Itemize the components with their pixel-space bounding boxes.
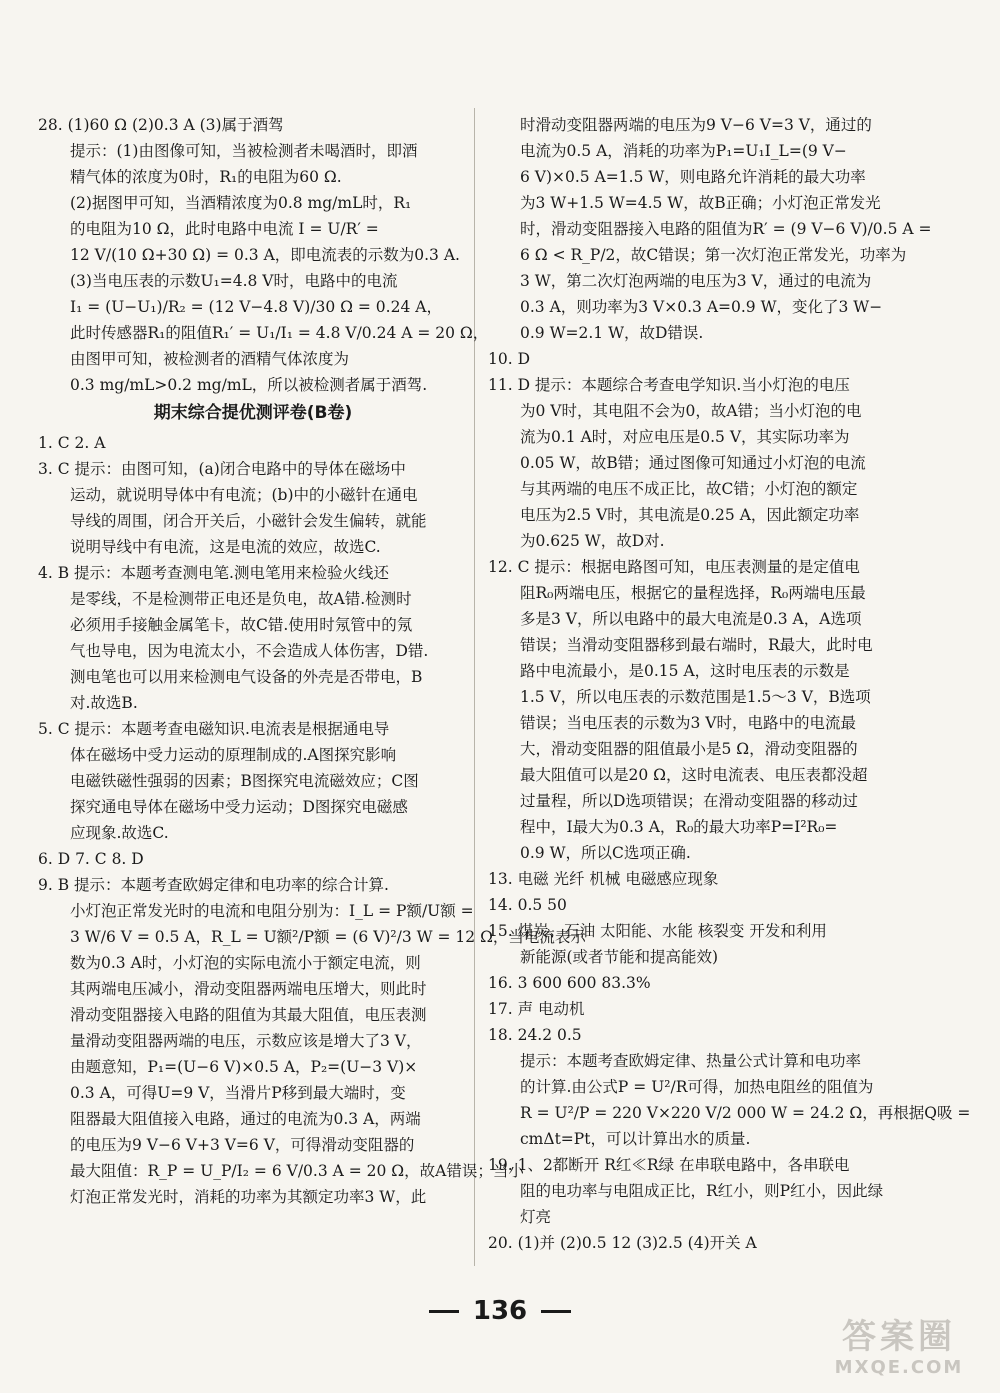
column-divider — [474, 108, 475, 1266]
text-line: 10. D — [488, 350, 531, 368]
section-title: 期末综合提优测评卷(B卷) — [153, 403, 353, 423]
text-line: 灯泡正常发光时，消耗的功率为其额定功率3 W，此 — [70, 1188, 427, 1206]
text-line: 3 W/6 V = 0.5 A，R_L = U额²/P额 = (6 V)²/3 W = 12 Ω，当电流表示 — [70, 928, 586, 946]
text-line: 错误；当滑动变阻器移到最右端时，R最大，此时电 — [520, 636, 873, 654]
text-line: 运动，就说明导体中有电流；(b)中的小磁针在通电 — [70, 486, 418, 504]
text-line: 新能源(或者节能和提高能效) — [520, 948, 719, 966]
text-line: 量滑动变阻器两端的电压，示数应该是增大了3 V， — [70, 1032, 422, 1050]
text-line: 9. B 提示：本题考查欧姆定律和电功率的综合计算. — [38, 876, 389, 894]
text-line: 对.故选B. — [70, 694, 138, 712]
text-line: 错误；当电压表的示数为3 V时，电路中的电流最 — [520, 714, 856, 732]
text-line: 12 V/(10 Ω+30 Ω) = 0.3 A，即电流表的示数为0.3 A. — [70, 246, 460, 264]
text-line: 为3 W+1.5 W=4.5 W，故B正确；小灯泡正常发光 — [520, 194, 881, 212]
text-line: 过量程，所以D选项错误；在滑动变阻器的移动过 — [520, 792, 858, 810]
right-column — [488, 112, 971, 1256]
text-line: 小灯泡正常发光时的电流和电阻分别为：I_L = P额/U额 = — [70, 902, 474, 920]
text-line: 0.3 A，可得U=9 V，当滑片P移到最大端时，变 — [70, 1084, 406, 1102]
text-line: 16. 3 600 600 83.3% — [488, 974, 651, 992]
page-number-dash-right — [541, 1310, 571, 1313]
text-line: 阻的电功率与电阻成正比，R红小，则P红小，因此绿 — [520, 1182, 884, 1200]
text-line: 18. 24.2 0.5 — [488, 1026, 582, 1044]
text-line: 14. 0.5 50 — [488, 896, 567, 914]
text-line: 提示：(1)由图像可知，当被检测者未喝酒时，即酒 — [70, 142, 418, 160]
text-line: 必须用手接触金属笔卡，故C错.使用时氖管中的氖 — [70, 616, 413, 634]
text-line: 阻R₀两端电压，根据它的量程选择，R₀两端电压最 — [520, 584, 866, 602]
text-line: 大，滑动变阻器的阻值最小是5 Ω，滑动变阻器的 — [520, 740, 858, 758]
text-line: 0.9 W=2.1 W，故D错误. — [520, 324, 704, 342]
text-line: 为0.625 W，故D对. — [520, 532, 665, 550]
text-line: 阻器最大阻值接入电路，通过的电流为0.3 A，两端 — [70, 1110, 421, 1128]
text-line: 17. 声 电动机 — [488, 1000, 585, 1018]
text-line: 提示：本题考查欧姆定律、热量公式计算和电功率 — [520, 1052, 862, 1070]
watermark-top-text: 答案圈 — [842, 1317, 956, 1357]
text-line: 15. 煤炭、石油 太阳能、水能 核裂变 开发和利用 — [488, 922, 827, 940]
text-line: 灯亮 — [520, 1208, 552, 1226]
text-line: 体在磁场中受力运动的原理制成的.A图探究影响 — [70, 746, 397, 764]
text-line: 6 Ω < R_P/2，故C错误；第一次灯泡正常发光，功率为 — [520, 246, 907, 264]
text-line: 精气体的浓度为0时，R₁的电阻为60 Ω. — [70, 168, 342, 186]
text-line: 5. C 提示：本题考查电磁知识.电流表是根据通电导 — [38, 720, 390, 738]
text-line: 12. C 提示：根据电路图可知，电压表测量的是定值电 — [488, 558, 860, 576]
text-line: 电磁铁磁性强弱的因素；B图探究电流磁效应；C图 — [70, 772, 419, 790]
text-line: 电压为2.5 V时，其电流是0.25 A，因此额定功率 — [520, 506, 860, 524]
text-line: 此时传感器R₁的阻值R₁′ = U₁/I₁ = 4.8 V/0.24 A = 20 Ω， — [70, 324, 489, 342]
text-line: 11. D 提示：本题综合考查电学知识.当小灯泡的电压 — [488, 376, 850, 394]
text-line: 由题意知，P₁=(U−6 V)×0.5 A，P₂=(U−3 V)× — [70, 1058, 418, 1076]
text-line: 与其两端的电压不成正比，故C错；小灯泡的额定 — [520, 480, 858, 498]
page-number-dash-left — [429, 1310, 459, 1313]
text-line: 其两端电压减小，滑动变阻器两端电压增大，则此时 — [70, 980, 427, 998]
text-line: 的计算.由公式P = U²/R可得，加热电阻丝的阻值为 — [520, 1078, 874, 1096]
text-line: 3 W，第二次灯泡两端的电压为3 V，通过的电流为 — [520, 272, 872, 290]
text-line: 1.5 V，所以电压表的示数范围是1.5～3 V，B选项 — [520, 688, 871, 706]
text-line: R = U²/P = 220 V×220 V/2 000 W = 24.2 Ω，再根据Q吸 = — [520, 1104, 971, 1122]
text-line: 流为0.1 A时，对应电压是0.5 V，其实际功率为 — [520, 428, 850, 446]
text-line: 0.9 W，所以C选项正确. — [520, 844, 691, 862]
text-line: 应现象.故选C. — [70, 824, 169, 842]
text-line: 0.3 A，则功率为3 V×0.3 A=0.9 W，变化了3 W− — [520, 298, 883, 316]
text-line: 气也导电，因为电流太小，不会造成人体伤害，D错. — [70, 642, 429, 660]
text-line: 4. B 提示：本题考查测电笔.测电笔用来检验火线还 — [38, 564, 389, 582]
watermark-logo — [814, 1317, 984, 1385]
text-line: I₁ = (U−U₁)/R₂ = (12 V−4.8 V)/30 Ω = 0.24 A， — [70, 298, 442, 316]
text-line: 3. C 提示：由图可知，(a)闭合电路中的导体在磁场中 — [38, 460, 406, 478]
text-line: cmΔt=Pt，可以计算出水的质量. — [520, 1130, 751, 1148]
text-line: 最大阻值可以是20 Ω，这时电流表、电压表都没超 — [520, 766, 868, 784]
text-line: 28. (1)60 Ω (2)0.3 A (3)属于酒驾 — [38, 116, 284, 134]
text-line: 1. C 2. A — [38, 434, 106, 452]
text-line: 最大阻值：R_P = U_P/I₂ = 6 V/0.3 A = 20 Ω，故A错误；当小 — [70, 1162, 524, 1180]
text-line: 的电阻为10 Ω，此时电路中电流 I = U/R′ = — [70, 220, 379, 238]
text-line: 13. 电磁 光纤 机械 电磁感应现象 — [488, 870, 719, 888]
text-line: 路中电流最小，是0.15 A，这时电压表的示数是 — [520, 662, 850, 680]
text-line: 说明导线中有电流，这是电流的效应，故选C. — [70, 538, 381, 556]
text-line: 6. D 7. C 8. D — [38, 850, 144, 868]
text-line: 测电笔也可以用来检测电气设备的外壳是否带电，B — [70, 668, 423, 686]
text-line: 数为0.3 A时，小灯泡的实际电流小于额定电流，则 — [70, 954, 421, 972]
watermark-bottom-text: MXQE.COM — [834, 1357, 964, 1378]
page-number-text: 136 — [472, 1296, 528, 1326]
text-line: 滑动变阻器接入电路的阻值为其最大阻值，电压表测 — [70, 1006, 427, 1024]
text-line: 由图甲可知，被检测者的酒精气体浓度为 — [70, 350, 350, 368]
text-line: 是零线，不是检测带正电还是负电，故A错.检测时 — [70, 590, 412, 608]
text-line: 时，滑动变阻器接入电路的阻值为R′ = (9 V−6 V)/0.5 A = — [520, 220, 932, 238]
text-line: (2)据图甲可知，当酒精浓度为0.8 mg/mL时，R₁ — [70, 194, 412, 212]
text-line: 的电压为9 V−6 V+3 V=6 V，可得滑动变阻器的 — [70, 1136, 415, 1154]
text-line: 为0 V时，其电阻不会为0，故A错；当小灯泡的电 — [520, 402, 862, 420]
text-line: 时滑动变阻器两端的电压为9 V−6 V=3 V，通过的 — [520, 116, 872, 134]
text-line: 多是3 V，所以电路中的最大电流是0.3 A，A选项 — [520, 610, 862, 628]
text-line: 程中，I最大为0.3 A，R₀的最大功率P=I²R₀= — [520, 818, 838, 836]
text-line: 探究通电导体在磁场中受力运动；D图探究电磁感 — [70, 798, 408, 816]
text-line: 6 V)×0.5 A=1.5 W，则电路允许消耗的最大功率 — [520, 168, 866, 186]
text-line: 20. (1)并 (2)0.5 12 (3)2.5 (4)开关 A — [488, 1234, 757, 1252]
text-line: (3)当电压表的示数U₁=4.8 V时，电路中的电流 — [70, 272, 398, 290]
text-line: 导线的周围，闭合开关后，小磁针会发生偏转，就能 — [70, 512, 427, 530]
text-line: 0.05 W，故B错；通过图像可知通过小灯泡的电流 — [520, 454, 866, 472]
text-line: 0.3 mg/mL>0.2 mg/mL，所以被检测者属于酒驾. — [70, 376, 428, 394]
text-line: 电流为0.5 A，消耗的功率为P₁=U₁I_L=(9 V− — [520, 142, 847, 160]
text-line: 19. 1、2都断开 R红≪R绿 在串联电路中，各串联电 — [488, 1156, 850, 1174]
